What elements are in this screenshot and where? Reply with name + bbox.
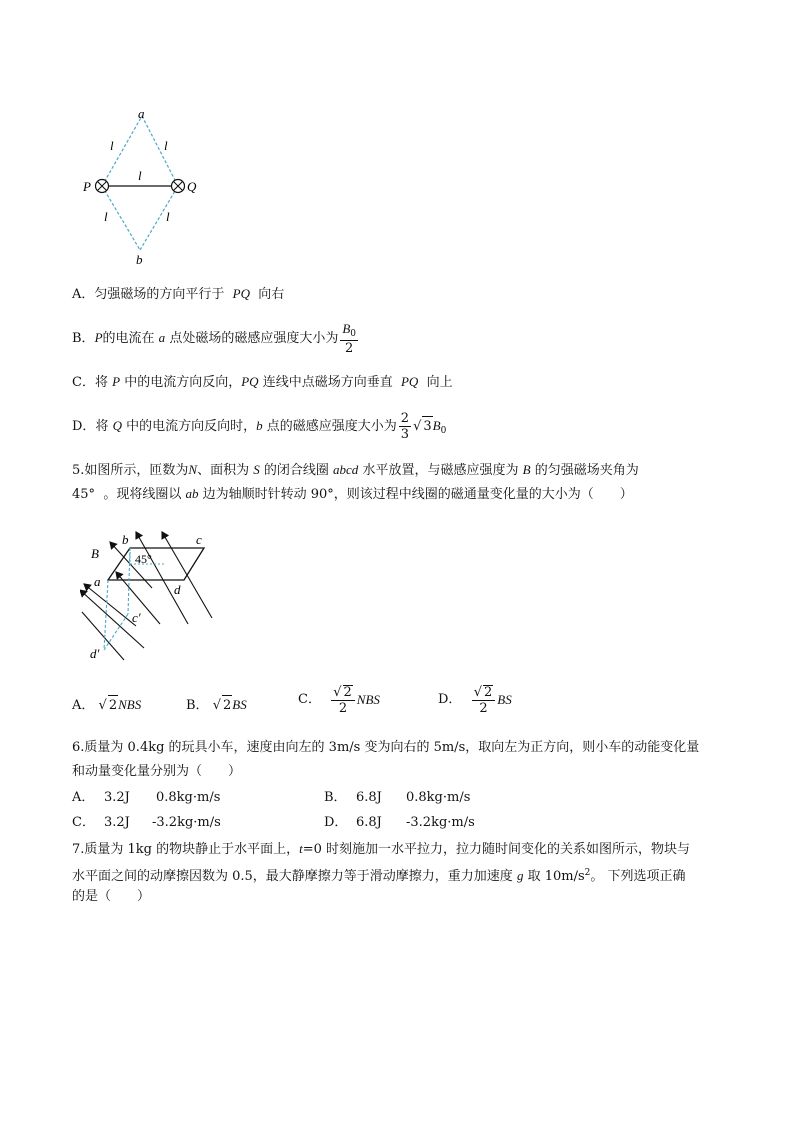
q4-option-a: A．匀强磁场的方向平行于 PQ 向右: [72, 286, 285, 302]
label-q: Q: [187, 179, 197, 194]
q6-options-row1: [72, 788, 672, 808]
label-c-prime: c′: [132, 610, 141, 625]
q6-stem-line1: 6.质量为 0.4kg 的玩具小车，速度由向左的 3m/s 变为向右的 5m/s，取向左为正方向，则小车的动能变化量: [72, 740, 700, 755]
q6-option-d-label: D．: [324, 815, 348, 830]
q6-option-c-label: C．: [72, 815, 95, 830]
q6-option-a-label: A．: [72, 790, 95, 805]
q4-option-b: B．P的电流在 a 点处磁场的磁感应强度大小为 $\frac{B_0}{2}$: [72, 321, 357, 356]
dashed-edge-pb: [102, 186, 140, 250]
q5-option-a: A． √ 2NBS: [72, 695, 141, 716]
label-d-prime: d′: [90, 646, 100, 661]
q6-option-b-label: B．: [324, 790, 347, 805]
current-into-page-q: [172, 180, 185, 193]
label-c-corner: c: [196, 532, 202, 547]
q7-stem-line2: 水平面之间的动摩擦因数为 0.5，最大静摩擦力等于滑动摩擦力，重力加速度 g 取 $10m/s^2$。 下列选项正确: [72, 868, 686, 884]
q5-stem-line1: 5.如图所示，匝数为N、面积为 S 的闭合线圈 abcd 水平放置，与磁感应强度为 B 的匀强磁场夹角为: [72, 462, 639, 478]
q7-stem-line1: 7.质量为 1kg 的物块静止于水平面上，t=0 时刻施加一水平拉力，拉力随时间变化的关系如图所示，物块与: [72, 841, 691, 857]
q4-option-d: D．将 Q 中的电流方向反向时，b 点的磁感应强度大小为 $\frac{2}{3}$ √ $3B_0$: [72, 411, 447, 442]
q4-option-c: C．将 P 中的电流方向反向，PQ 连线中点磁场方向垂直 PQ 向上: [72, 374, 453, 390]
label-l-lower-right: l: [166, 209, 170, 224]
q6-option-a-value1: 3.2J: [104, 790, 130, 805]
q6-options-row2: [72, 813, 672, 833]
label-a-corner: a: [94, 574, 101, 589]
q5-option-d: D． $\frac{√ 2}{2}$ BS: [438, 685, 512, 716]
dashed-edge-pa: [102, 116, 142, 186]
q6-stem-line2: 和动量变化量分别为（ ）: [72, 764, 242, 779]
q6-option-d-value2: -3.2kg·m/s: [406, 815, 475, 830]
fraction-b0-over-2: $\frac{B_0}{2}$: [342, 321, 357, 356]
dashed-edge-aq: [142, 116, 178, 186]
label-p: P: [83, 179, 91, 194]
q6-option-c-value2: -3.2kg·m/s: [152, 815, 221, 830]
figure-pq-rhombus: [80, 104, 210, 269]
label-angle-45: 45°: [135, 552, 152, 566]
q6-option-b-value1: 6.8J: [356, 790, 382, 805]
q5-options: [72, 685, 672, 723]
q6-option-a-value2: 0.8kg·m/s: [156, 790, 221, 805]
fraction-2-over-3: $\frac{2}{3}$: [400, 411, 410, 442]
dashed-edge-bq: [140, 186, 178, 250]
current-into-page-p: [96, 180, 109, 193]
label-b-corner: b: [122, 532, 129, 547]
field-line-7: [82, 612, 124, 660]
q7-stem-line3: 的是（ ）: [72, 889, 151, 904]
figure-coil-magnetic-field: [80, 524, 220, 664]
q6-option-b-value2: 0.8kg·m/s: [406, 790, 471, 805]
label-a: a: [138, 106, 145, 121]
label-l-upper-left: l: [110, 138, 114, 153]
label-l-lower-left: l: [104, 209, 108, 224]
label-l-middle: l: [138, 168, 142, 183]
field-line-4: [136, 532, 188, 624]
q5-option-b: B． √ 2BS: [186, 695, 247, 716]
q6-option-c-value1: 3.2J: [104, 815, 130, 830]
label-b-field: B: [91, 546, 99, 561]
q6-option-d-value1: 6.8J: [356, 815, 382, 830]
label-l-upper-right: l: [164, 138, 168, 153]
label-d-corner: d: [174, 582, 181, 597]
q5-stem-line2: 45° 。现将线圈以 ab 边为轴顺时针转动 90°，则该过程中线圈的磁通量变化量的大小为（ ）: [72, 486, 633, 502]
label-b: b: [136, 252, 143, 267]
q5-option-c: C． $\frac{√ 2}{2}$ NBS: [298, 685, 380, 716]
